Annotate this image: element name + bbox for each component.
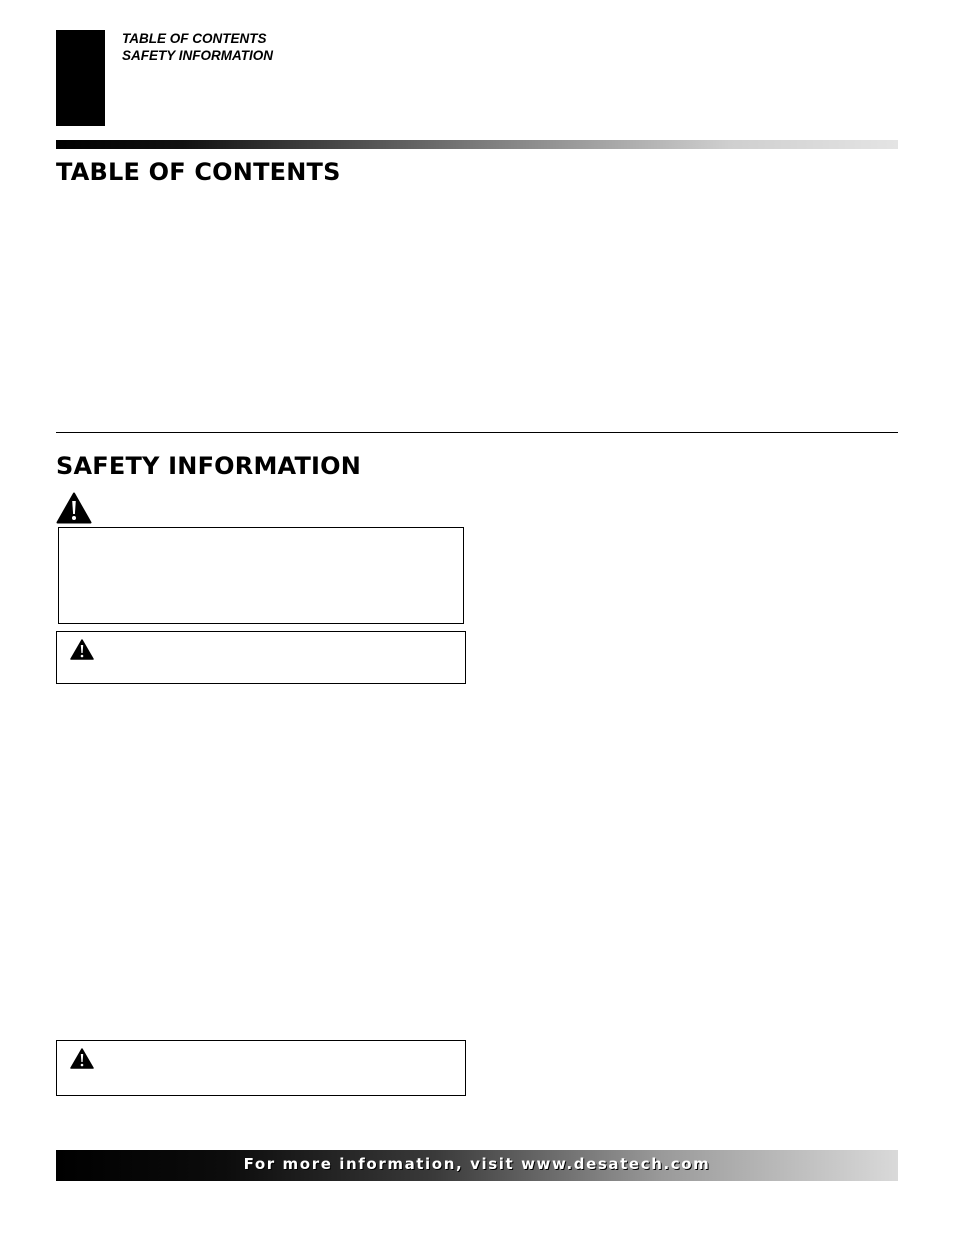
- footer-info-text: For more information, visit www.desatech.com: [243, 1155, 711, 1173]
- warning-triangle-icon: [70, 1048, 94, 1069]
- warning-triangle-icon: [56, 492, 92, 524]
- page-tab-marker: [56, 30, 105, 126]
- section-divider: [56, 432, 898, 433]
- header-section-safety: SAFETY INFORMATION: [122, 48, 273, 63]
- warning-triangle-icon: [70, 639, 94, 660]
- header-gradient-rule: [56, 140, 898, 149]
- toc-heading: TABLE OF CONTENTS: [56, 158, 341, 186]
- header-section-list: [122, 30, 273, 64]
- caution-box: [56, 631, 466, 684]
- warning-box: [58, 527, 464, 624]
- caution-box: [56, 1040, 466, 1096]
- header-section-toc: TABLE OF CONTENTS: [122, 31, 267, 46]
- footer-bar: [56, 1150, 898, 1181]
- safety-heading: SAFETY INFORMATION: [56, 452, 362, 480]
